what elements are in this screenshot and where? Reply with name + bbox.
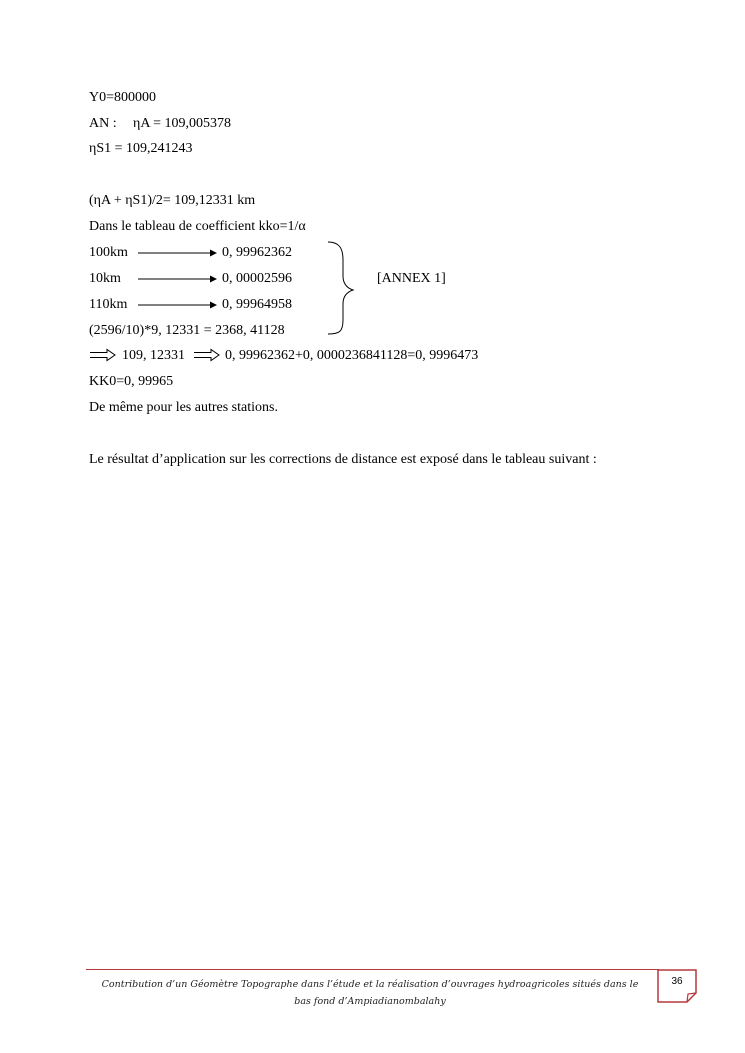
an-label: AN :	[89, 116, 117, 131]
right-arrow-icon	[138, 274, 218, 284]
mean-line: (ηA + ηS1)/2= 109,12331 km	[89, 193, 256, 208]
row1-key: 100km	[89, 245, 128, 260]
eta-a-value: ηA = 109,005378	[133, 116, 232, 131]
annex-reference: [ANNEX 1]	[377, 271, 446, 286]
right-arrow-icon	[138, 300, 218, 310]
right-arrow-icon	[138, 248, 218, 258]
row1-value: 0, 99962362	[222, 245, 292, 260]
footer-caption: Contribution d’un Géomètre Topographe dans l’étude et la réalisation d’ouvrages hydroagricoles situés dans le bas fond d’Ampiadianombalahy	[101, 979, 639, 1007]
footer-rule	[86, 969, 659, 970]
y0-line: Y0=800000	[89, 90, 157, 105]
row2-key: 10km	[89, 271, 121, 286]
implies-arrow-icon	[90, 349, 116, 361]
page-number: 36	[671, 976, 683, 987]
row3-key: 110km	[89, 297, 128, 312]
row2-value: 0, 00002596	[222, 271, 292, 286]
result-key: 109, 12331	[122, 348, 185, 363]
implies-arrow-icon	[194, 349, 220, 361]
eta-s1-line: ηS1 = 109,241243	[89, 141, 193, 156]
calc-line: (2596/10)*9, 12331 = 2368, 41128	[89, 323, 285, 338]
same-line: De même pour les autres stations.	[89, 400, 278, 415]
table-intro-line: Dans le tableau de coefficient kko=1/α	[89, 219, 306, 234]
conclusion-line: Le résultat d’application sur les corrections de distance est exposé dans le tableau suivant :	[89, 452, 597, 467]
kk0-line: KK0=0, 99965	[89, 374, 174, 389]
right-brace-icon	[325, 240, 355, 336]
row3-value: 0, 99964958	[222, 297, 292, 312]
result-value: 0, 99962362+0, 0000236841128=0, 9996473	[225, 348, 479, 363]
